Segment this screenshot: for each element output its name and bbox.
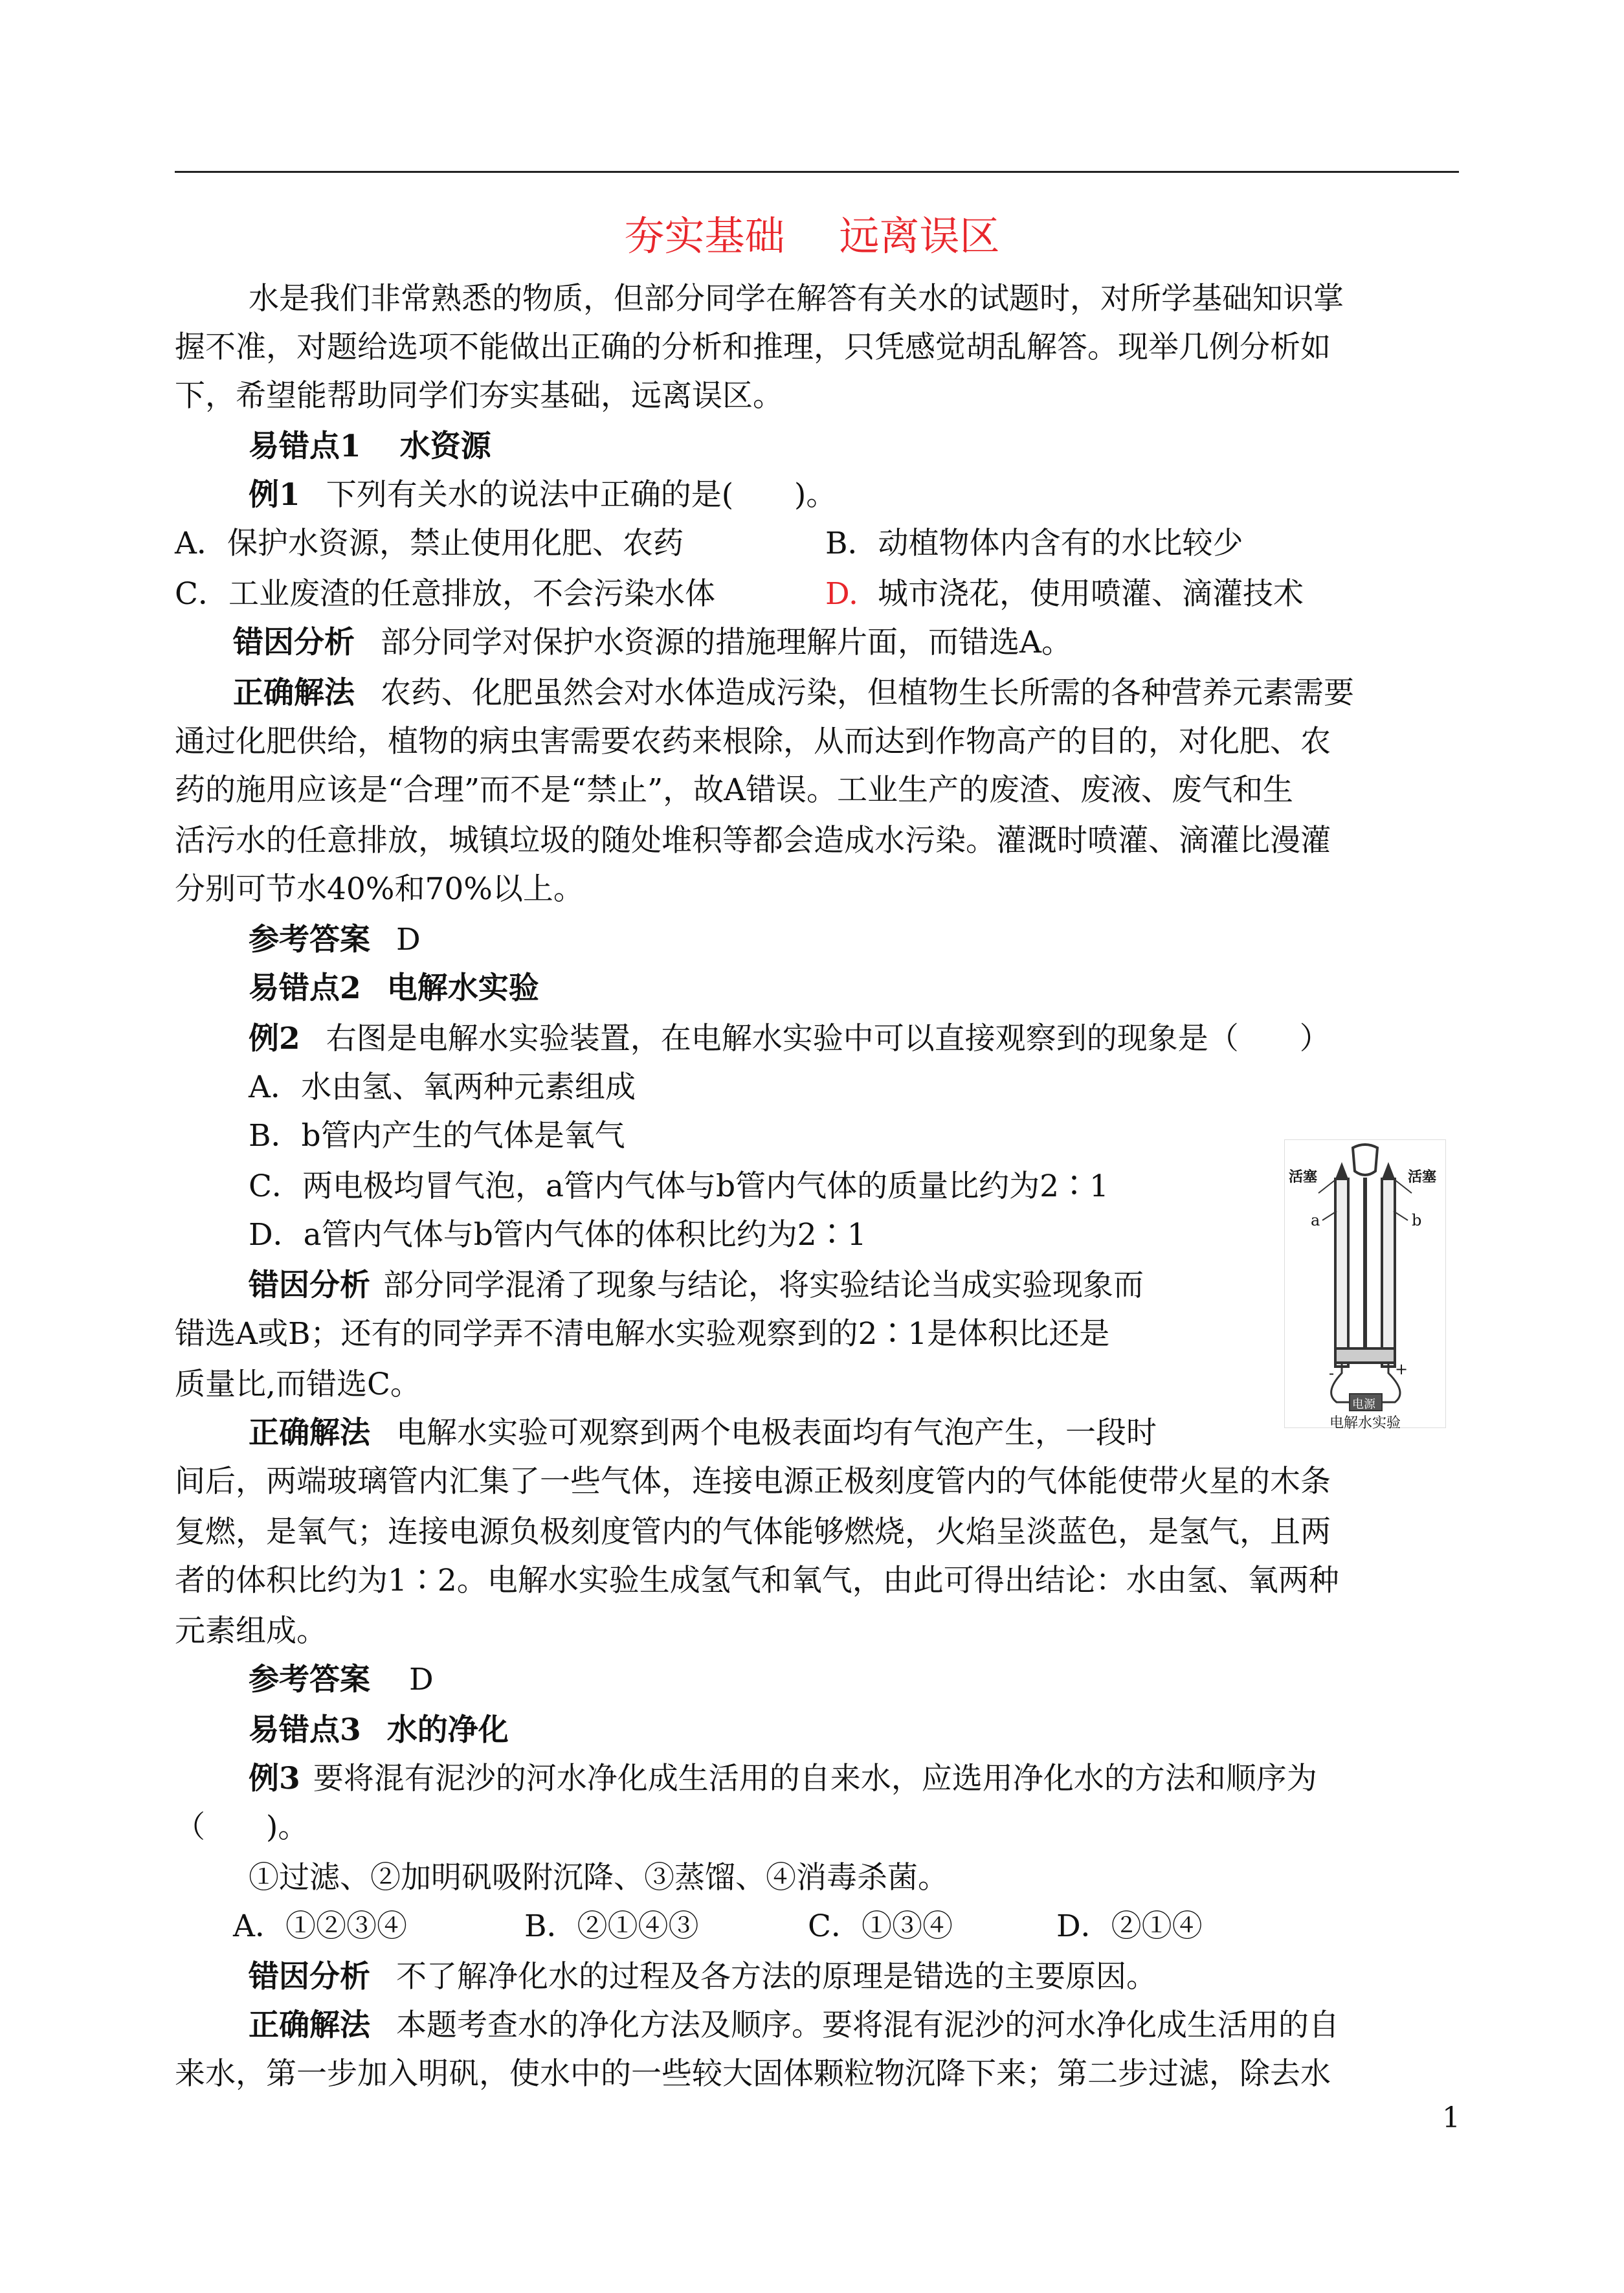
example2-solution-line-5: 元素组成。	[175, 1613, 327, 1649]
example2-error-line-3: 质量比,而错选C。	[175, 1367, 421, 1402]
example3-option-a: A．①②③④	[233, 1908, 407, 1944]
example2-solution-line-1: 正确解法 电解水实验可观察到两个电极表面均有气泡产生，一段时	[249, 1415, 1157, 1451]
power-source-label: 电源	[1352, 1398, 1375, 1411]
example2-error-line-2: 错选A或B；还有的同学弄不清电解水实验观察到的2∶1是体积比还是	[175, 1316, 1110, 1352]
example3-methods: ①过滤、②加明矾吸附沉降、③蒸馏、④消毒杀菌。	[249, 1860, 948, 1896]
example3-option-b: B．②①④③	[524, 1908, 699, 1944]
example3-solution-line-2: 来水，第一步加入明矾，使水中的一些较大固体颗粒物沉降下来；第二步过滤，除去水	[175, 2056, 1331, 2092]
example3-option-d: D．②①④	[1056, 1908, 1203, 1944]
example2-answer: 参考答案 D	[249, 1662, 434, 1697]
example1-solution-line-3: 药的施用应该是“合理”而不是“禁止”，故A错误。工业生产的废渣、废液、废气和生	[175, 772, 1294, 808]
intro-line-3: 下，希望能帮助同学们夯实基础，远离误区。	[175, 378, 783, 414]
section3-heading: 易错点3 水的净化	[249, 1712, 509, 1748]
example2-error-line-1: 错因分析 部分同学混淆了现象与结论，将实验结论当成实验现象而	[249, 1268, 1144, 1303]
example1-solution-line-2: 通过化肥供给，植物的病虫害需要农药来根除，从而达到作物高产的目的，对化肥、农	[175, 724, 1331, 759]
valve-right-label: 活塞	[1408, 1169, 1437, 1185]
minus-label: -	[1329, 1364, 1335, 1382]
example3-error-analysis: 错因分析 不了解净化水的过程及各方法的原理是错选的主要原因。	[249, 1959, 1157, 1995]
example2-option-b: B．b管内产生的气体是氧气	[249, 1118, 625, 1154]
example1-solution-line-1: 正确解法 农药、化肥虽然会对水体造成污染，但植物生长所需的各种营养元素需要	[233, 675, 1354, 711]
example2-option-a: A．水由氢、氧两种元素组成	[249, 1069, 636, 1105]
example2-solution-line-2: 间后，两端玻璃管内汇集了一些气体，连接电源正极刻度管内的气体能使带火星的木条	[175, 1464, 1331, 1499]
example1-option-d: D. 城市浇花，使用喷灌、滴灌技术	[825, 576, 1304, 612]
example3: 例3 要将混有泥沙的河水净化成生活用的自来水，应选用净化水的方法和顺序为	[249, 1761, 1317, 1796]
example2-solution-line-4: 者的体积比约为1∶2。电解水实验生成氢气和氧气，由此可得出结论：水由氢、氧两种	[175, 1563, 1339, 1598]
example1-answer: 参考答案 D	[249, 922, 421, 957]
example1-solution-line-4: 活污水的任意排放，城镇垃圾的随处堆积等都会造成水污染。灌溉时喷灌、滴灌比漫灌	[175, 823, 1331, 858]
header-rule	[175, 171, 1459, 173]
example3-solution-line-1: 正确解法 本题考查水的净化方法及顺序。要将混有泥沙的河水净化成生活用的自	[249, 2008, 1339, 2043]
figure-caption: 电解水实验	[1329, 1415, 1401, 1431]
section1-heading: 易错点1 水资源	[249, 429, 491, 464]
example1: 例1 下列有关水的说法中正确的是( )。	[249, 477, 837, 513]
page-number: 1	[1442, 2101, 1460, 2134]
example3-paren: （ )。	[175, 1809, 309, 1845]
example2-option-d: D．a管内气体与b管内气体的体积比约为2∶1	[249, 1217, 867, 1253]
example2-solution-line-3: 复燃，是氧气；连接电源负极刻度管内的气体能够燃烧，火焰呈淡蓝色，是氢气，且两	[175, 1514, 1331, 1550]
intro-line-2: 握不准，对题给选项不能做出正确的分析和推理，只凭感觉胡乱解答。现举几例分析如	[175, 330, 1331, 365]
example3-option-c: C．①③④	[808, 1908, 953, 1944]
example1-option-a: A．保护水资源，禁止使用化肥、农药	[175, 526, 684, 561]
section2-heading: 易错点2 电解水实验	[249, 970, 539, 1006]
example1-solution-line-5: 分别可节水40%和70%以上。	[175, 871, 584, 907]
plus-label: +	[1395, 1360, 1408, 1378]
example1-option-c: C．工业废渣的任意排放，不会污染水体	[175, 576, 715, 612]
tube-a-label: a	[1311, 1211, 1320, 1229]
intro-line-1: 水是我们非常熟悉的物质，但部分同学在解答有关水的试题时，对所学基础知识掌	[249, 281, 1344, 317]
electrolysis-figure	[1284, 1139, 1446, 1431]
example1-option-b: B．动植物体内含有的水比较少	[825, 526, 1243, 561]
valve-left-label: 活塞	[1289, 1169, 1318, 1185]
example2-option-c: C．两电极均冒气泡，a管内气体与b管内气体的质量比约为2∶1	[249, 1169, 1109, 1204]
example1-error-analysis: 错因分析 部分同学对保护水资源的措施理解片面，而错选A。	[233, 625, 1072, 660]
page-title: 夯实基础 远离误区	[624, 212, 1000, 260]
tube-b-label: b	[1412, 1211, 1422, 1229]
example2: 例2 右图是电解水实验装置，在电解水实验中可以直接观察到的现象是（ ）	[249, 1021, 1330, 1057]
